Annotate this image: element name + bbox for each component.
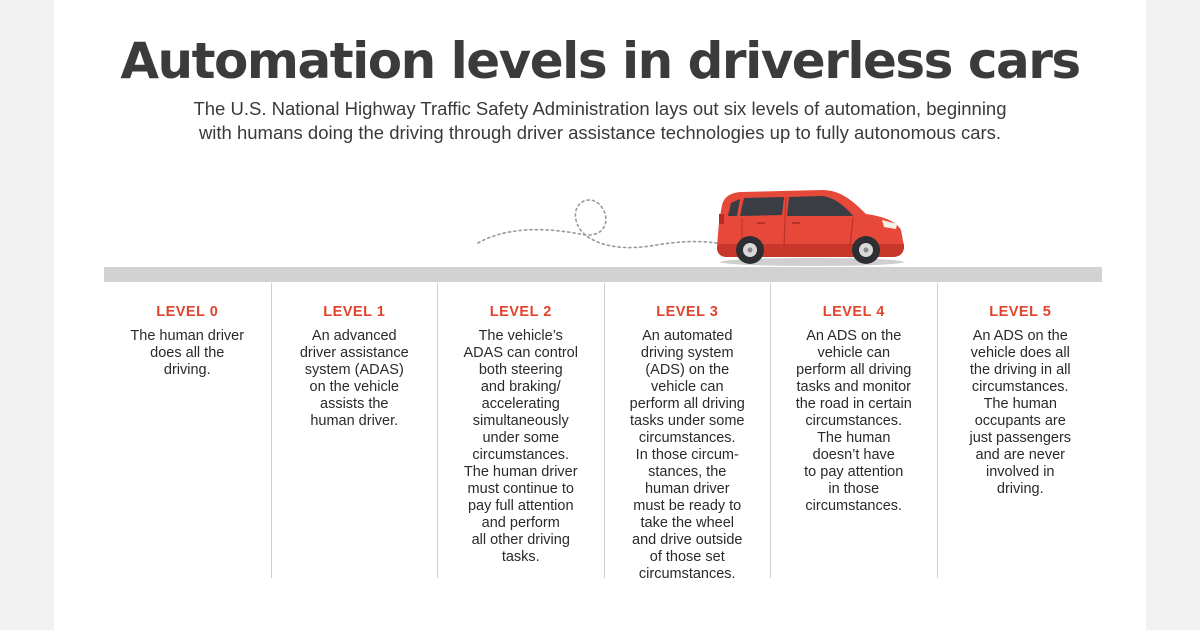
red-hatchback-car-icon <box>717 190 904 266</box>
level-5-column <box>937 283 1104 578</box>
level-2-description <box>438 328 604 566</box>
description-line: circumstances. <box>805 498 903 514</box>
level-1-description <box>272 328 438 430</box>
description-line: tasks. <box>501 549 540 565</box>
level-2-title: LEVEL 2 <box>489 304 552 320</box>
description-line: The vehicle’s <box>478 328 563 344</box>
description-line: on the vehicle <box>309 379 399 395</box>
level-5-description <box>938 328 1104 498</box>
description-line: doesn’t have <box>812 447 895 463</box>
description-line: driving system <box>640 345 734 361</box>
level-3-description <box>605 328 771 583</box>
description-line: circumstances. <box>805 413 903 429</box>
level-1-column <box>271 283 438 578</box>
description-line: circumstances. <box>971 379 1069 395</box>
description-line: circumstances. <box>638 566 736 582</box>
description-line: In those circum- <box>635 447 739 463</box>
description-line: occupants are <box>974 413 1066 429</box>
description-line: An ADS on the <box>806 328 902 344</box>
description-line: accelerating <box>481 396 560 412</box>
dotted-loop-path-icon <box>478 200 722 248</box>
description-line: and braking/ <box>480 379 561 395</box>
description-line: vehicle can <box>650 379 724 395</box>
level-2-column <box>437 283 604 578</box>
description-line: tasks and monitor <box>796 379 911 395</box>
level-0-description <box>104 328 271 379</box>
description-line: to pay attention <box>804 464 904 480</box>
description-line: the road in certain <box>795 396 912 412</box>
level-5-title: LEVEL 5 <box>989 304 1052 320</box>
description-line: assists the <box>320 396 389 412</box>
description-line: The human driver <box>463 464 578 480</box>
description-line: vehicle does all <box>970 345 1070 361</box>
description-line: just passengers <box>969 430 1072 446</box>
description-line: and perform <box>481 515 560 531</box>
description-line: does all the <box>150 345 225 361</box>
description-line: must continue to <box>467 481 574 497</box>
description-line: An automated <box>642 328 733 344</box>
level-3-title: LEVEL 3 <box>656 304 719 320</box>
description-line: the driving in all <box>969 362 1071 378</box>
description-line: driver assistance <box>299 345 409 361</box>
description-line: simultaneously <box>472 413 569 429</box>
description-line: stances, the <box>648 464 727 480</box>
description-line: must be ready to <box>633 498 742 514</box>
description-line: human driver. <box>310 413 399 429</box>
description-line: circumstances. <box>472 447 570 463</box>
description-line: take the wheel <box>640 515 734 531</box>
description-line: An ADS on the <box>972 328 1068 344</box>
description-line: tasks under some <box>630 413 745 429</box>
description-line: all other driving <box>471 532 570 548</box>
level-0-title: LEVEL 0 <box>156 304 219 320</box>
description-line: of those set <box>649 549 725 565</box>
description-line: involved in <box>985 464 1055 480</box>
description-line: circumstances. <box>638 430 736 446</box>
level-3-column <box>604 283 771 582</box>
road-bar <box>104 267 1102 282</box>
description-line: perform all driving <box>629 396 745 412</box>
description-line: driving. <box>996 481 1044 497</box>
description-line: human driver <box>644 481 730 497</box>
description-line: and are never <box>975 447 1065 463</box>
description-line: (ADS) on the <box>645 362 730 378</box>
description-line: The human <box>817 430 891 446</box>
description-line: in those <box>828 481 880 497</box>
description-line: pay full attention <box>467 498 574 514</box>
description-line: both steering <box>478 362 563 378</box>
description-line: perform all driving <box>796 362 912 378</box>
page-title: Automation levels in driverless cars <box>120 32 1080 90</box>
level-1-title: LEVEL 1 <box>323 304 386 320</box>
road-scene-illustration <box>0 0 1200 290</box>
subtitle-line: with humans doing the driving through driver assistance technologies up to fully autonomous cars. <box>198 122 1002 143</box>
levels-row <box>104 283 1103 582</box>
description-line: ADAS can control <box>463 345 578 361</box>
level-0-column <box>104 283 271 578</box>
description-line: An advanced <box>311 328 397 344</box>
description-line: The human driver <box>130 328 245 344</box>
description-line: The human <box>983 396 1057 412</box>
level-4-title: LEVEL 4 <box>822 304 885 320</box>
subtitle-line: The U.S. National Highway Traffic Safety Administration lays out six levels of automation, beginning <box>193 98 1007 119</box>
level-4-column <box>770 283 937 578</box>
description-line: under some <box>482 430 560 446</box>
description-line: vehicle can <box>817 345 891 361</box>
level-4-description <box>771 328 937 515</box>
description-line: system (ADAS) <box>304 362 404 378</box>
description-line: and drive outside <box>632 532 743 548</box>
description-line: driving. <box>163 362 211 378</box>
